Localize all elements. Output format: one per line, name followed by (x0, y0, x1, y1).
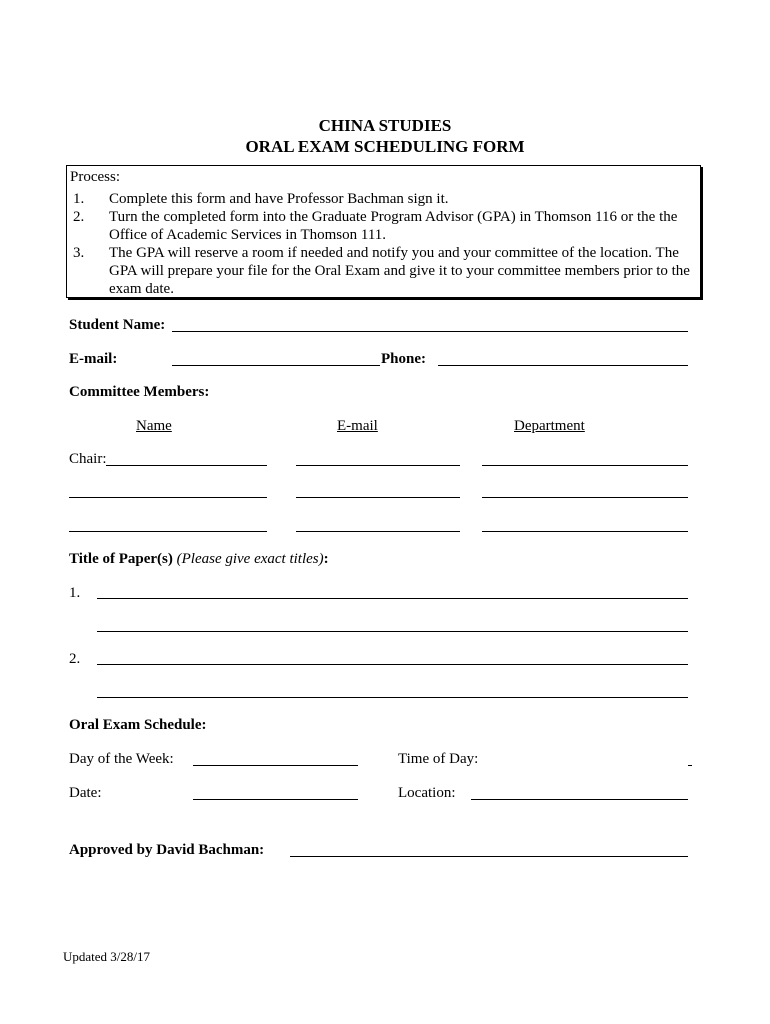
committee-heading: Committee Members: (69, 384, 210, 400)
member-email-field[interactable] (296, 497, 460, 498)
updated-date: Updated 3/28/17 (63, 949, 151, 964)
student-name-field[interactable] (172, 331, 688, 332)
paper-title-field[interactable] (97, 697, 688, 698)
paper-item-number: 1. (69, 585, 81, 601)
paper-title-field[interactable] (97, 631, 688, 632)
chair-name-field[interactable] (106, 465, 267, 466)
form-title-line1: CHINA STUDIES (318, 116, 452, 135)
day-of-week-field[interactable] (193, 765, 358, 766)
process-heading: Process: (70, 169, 120, 185)
time-of-day-field[interactable] (688, 765, 692, 766)
member-name-field[interactable] (69, 531, 267, 532)
step-text: exam date. (109, 281, 174, 297)
committee-col-name: Name (136, 418, 172, 434)
student-name-label: Student Name: (69, 317, 166, 333)
member-department-field[interactable] (482, 531, 688, 532)
step-text: Complete this form and have Professor Bachman sign it. (109, 191, 449, 207)
approval-label: Approved by David Bachman: (69, 842, 265, 858)
paper-title-field[interactable] (97, 598, 688, 599)
phone-label: Phone: (381, 351, 426, 367)
location-label: Location: (398, 785, 456, 801)
step-text: Turn the completed form into the Graduate Program Advisor (GPA) in Thomson 116 or the the (109, 209, 678, 225)
chair-department-field[interactable] (482, 465, 688, 466)
email-label: E-mail: (69, 351, 118, 367)
step-number: 3. (73, 245, 85, 261)
member-name-field[interactable] (69, 497, 267, 498)
phone-field[interactable] (438, 365, 688, 366)
time-of-day-label: Time of Day: (398, 751, 479, 767)
step-text: The GPA will reserve a room if needed and notify you and your committee of the location. The (109, 245, 679, 261)
papers-heading-italic: (Please give exact titles) (176, 551, 324, 567)
member-department-field[interactable] (482, 497, 688, 498)
papers-heading (69, 550, 329, 568)
committee-col-email: E-mail (337, 418, 378, 434)
papers-heading-colon: : (323, 551, 329, 567)
step-number: 2. (73, 209, 85, 225)
chair-label: Chair: (69, 451, 107, 467)
email-field[interactable] (172, 365, 380, 366)
day-of-week-label: Day of the Week: (69, 751, 174, 767)
paper-item-number: 2. (69, 651, 81, 667)
date-label: Date: (69, 785, 102, 801)
papers-heading-bold: Title of Paper(s) (69, 551, 177, 567)
form-title-line2: ORAL EXAM SCHEDULING FORM (245, 137, 525, 156)
schedule-heading: Oral Exam Schedule: (69, 717, 207, 733)
chair-email-field[interactable] (296, 465, 460, 466)
step-number: 1. (73, 191, 85, 207)
step-text: Office of Academic Services in Thomson 111. (109, 227, 387, 243)
member-email-field[interactable] (296, 531, 460, 532)
paper-title-field[interactable] (97, 664, 688, 665)
step-text: GPA will prepare your file for the Oral Exam and give it to your committee members prior to the (109, 263, 690, 279)
location-field[interactable] (471, 799, 688, 800)
date-field[interactable] (193, 799, 358, 800)
approval-signature-field[interactable] (290, 856, 688, 857)
committee-col-department: Department (514, 418, 585, 434)
